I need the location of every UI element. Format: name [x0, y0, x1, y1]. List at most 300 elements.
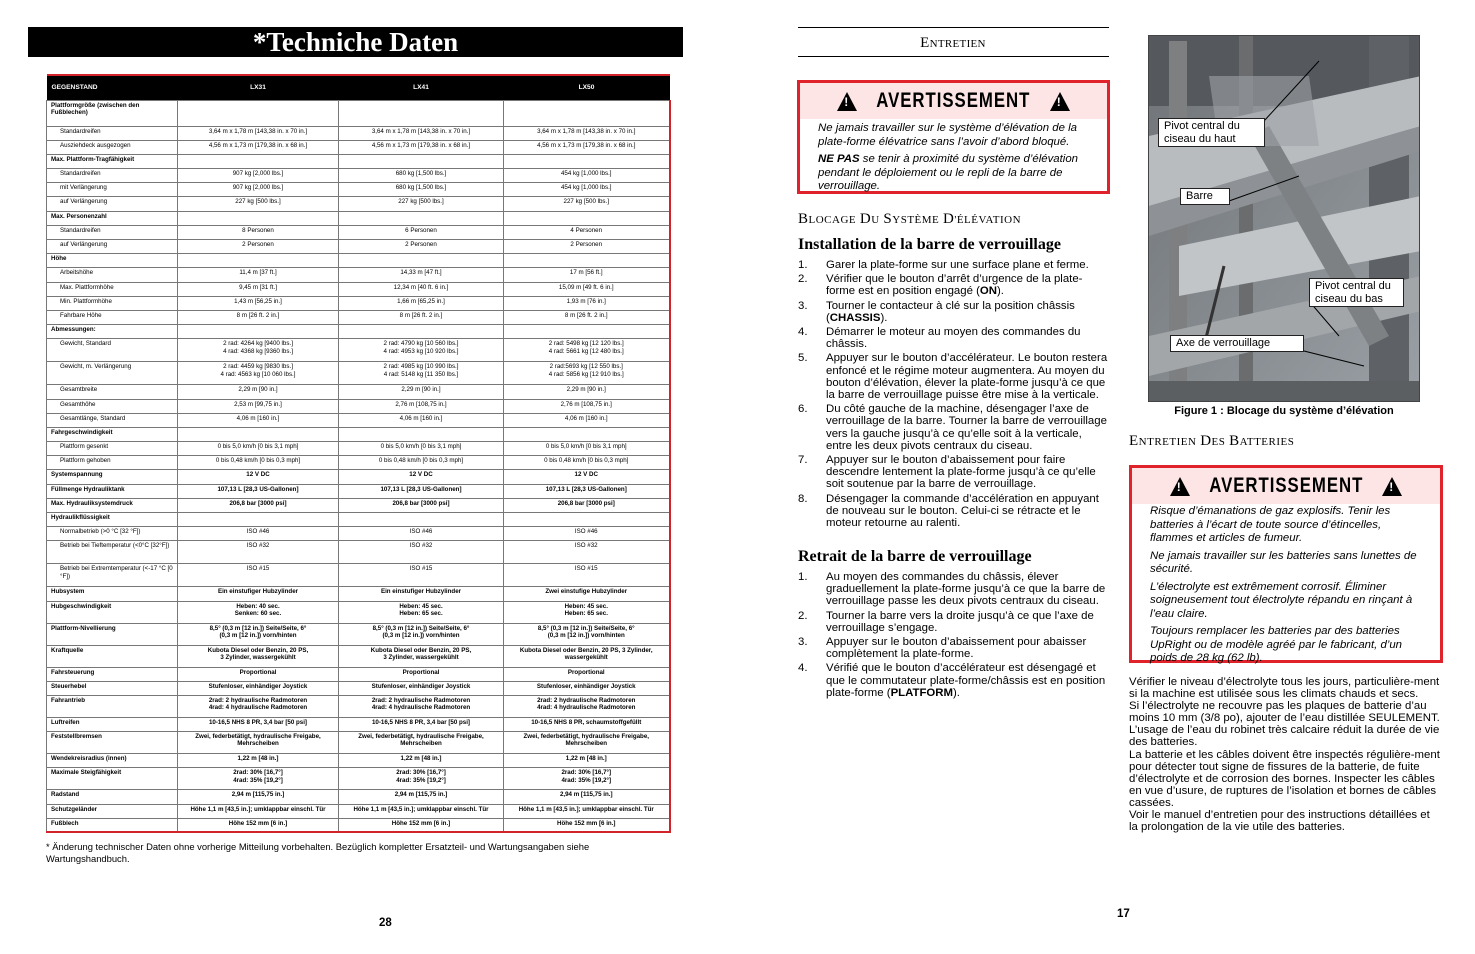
spec-row	[47, 527, 670, 541]
warning-label: AVERTISSEMENT	[876, 89, 1031, 112]
spec-row	[47, 310, 670, 324]
spec-cell: ISO #46	[178, 527, 339, 541]
spec-cell	[178, 325, 339, 339]
spec-cell: 8,5° (0,3 m [12 in.]) Seite/Seite, 6° (0,3 m [12 in.]) vorn/hinten	[339, 623, 504, 645]
step-item	[798, 454, 1110, 491]
spec-cell	[178, 154, 339, 168]
spec-cell: 4,56 m x 1,73 m [179,38 in. x 68 in.]	[339, 140, 504, 154]
warning-triangle-icon	[1382, 477, 1402, 496]
spec-cell	[504, 100, 670, 126]
spec-cell: 8 m [26 ft. 2 in.]	[178, 310, 339, 324]
spec-cell: 3,64 m x 1,78 m [143,38 in. x 70 in.]	[178, 126, 339, 140]
spec-row-label: Arbeitshöhe	[47, 268, 178, 282]
spec-row	[47, 339, 670, 362]
spec-cell: 2rad: 2 hydraulische Radmotoren 4rad: 4 hydraulische Radmotoren	[339, 695, 504, 717]
spec-row-label: Plattform-Nivellierung	[47, 623, 178, 645]
spec-cell: ISO #15	[339, 564, 504, 587]
spec-row-label: Fahrgeschwindigkeit	[47, 427, 178, 441]
spec-row	[47, 681, 670, 695]
spec-row-label: Fahrsteuerung	[47, 667, 178, 681]
spec-cell: 2rad: 30% [16,7°] 4rad: 35% [19,2°]	[339, 768, 504, 790]
spec-cell: 2,94 m [115,75 in.]	[339, 790, 504, 804]
spec-cell: 206,8 bar [3000 psi]	[504, 498, 670, 512]
step-number: 7.	[798, 454, 808, 467]
body-para: La batterie et les câbles doivent être inspectés régulière-ment pour détecter tout signe de fissures de la batterie, de fuite d’électrolyte et de corrosion des bornes. Inspecter les câbles en vue d’usure, de ruptures de l’isolation et bornes de câbles cassées.	[1129, 748, 1440, 809]
spec-row	[47, 442, 670, 456]
spec-row-label: Fahrbare Höhe	[47, 310, 178, 324]
warning-text	[800, 119, 1107, 204]
callout-upper-pivot: Pivot central du ciseau du haut	[1158, 118, 1265, 147]
spec-cell: Kubota Diesel oder Benzin, 20 PS, 3 Zylinder, wassergekühlt	[504, 645, 670, 667]
spec-cell: 14,33 m [47 ft.]	[339, 268, 504, 282]
spec-cell: 0 bis 0,48 km/h [0 bis 0,3 mph]	[504, 456, 670, 470]
spec-cell: 2 rad: 4459 kg [9830 lbs.] 4 rad: 4563 kg [10 060 lbs.]	[178, 362, 339, 385]
spec-cell: 10-16,5 NHS 8 PR, 3,4 bar [50 psi]	[339, 717, 504, 731]
callout-bar: Barre	[1180, 188, 1230, 205]
spec-cell: 0 bis 0,48 km/h [0 bis 0,3 mph]	[178, 456, 339, 470]
spec-cell: 10-16,5 NHS 8 PR, 3,4 bar [50 psi]	[178, 717, 339, 731]
spec-cell: 2 Personen	[178, 240, 339, 254]
spec-cell: 907 kg [2,000 lbs.]	[178, 183, 339, 197]
spec-row	[47, 197, 670, 211]
spec-cell	[178, 100, 339, 126]
spec-row-label: Gesamthöhe	[47, 399, 178, 413]
spec-cell: 4,56 m x 1,73 m [179,38 in. x 68 in.]	[178, 140, 339, 154]
spec-row-label: Steuerhebel	[47, 681, 178, 695]
spec-row	[47, 183, 670, 197]
batteries-heading	[1129, 433, 1294, 450]
warning-para: Ne jamais travailler sur les batteries sans lunettes de sécurité.	[1150, 549, 1417, 575]
spec-cell: Ein einstufiger Hubzylinder	[178, 587, 339, 601]
spec-cell: Stufenloser, einhändiger Joystick	[504, 681, 670, 695]
spec-cell: 12 V DC	[339, 470, 504, 484]
callout-lock-pin: Axe de verrouillage	[1170, 335, 1304, 352]
spec-cell: 1,66 m [65,25 in.]	[339, 296, 504, 310]
step-number: 2.	[798, 609, 808, 622]
spec-cell: 10-16,5 NHS 8 PR, schaumstoffgefüllt	[504, 717, 670, 731]
spec-cell: 2rad: 30% [16,7°] 4rad: 35% [19,2°]	[504, 768, 670, 790]
spec-cell: Höhe 152 mm [6 in.]	[339, 818, 504, 832]
spec-cell: Zwei, federbetätigt, hydraulische Freigabe, Mehrscheiben	[339, 732, 504, 754]
spec-cell: ISO #46	[504, 527, 670, 541]
spec-cell: Heben: 45 sec. Heben: 65 sec.	[339, 601, 504, 623]
step-number: 5.	[798, 352, 808, 365]
spec-cell: 4,06 m [160 in.]	[504, 413, 670, 427]
spec-row-label: Abmessungen:	[47, 325, 178, 339]
battery-body-text	[1129, 676, 1441, 833]
spec-cell: 2,94 m [115,75 in.]	[504, 790, 670, 804]
col-header-item: GEGENSTAND	[47, 75, 178, 100]
spec-cell: Kubota Diesel oder Benzin, 20 PS, 3 Zylinder, wassergekühlt	[178, 645, 339, 667]
spec-row-label: Gewicht, Standard	[47, 339, 178, 362]
step-text: Démarrer le moteur au moyen des commandes du châssis.	[826, 326, 1081, 351]
spec-row-label: Standardreifen	[47, 126, 178, 140]
step-text: Désengager la commande d’accélération en appuyant de nouveau sur le bouton. Celui-ci se rétracte et le moteur retourne au ralenti.	[826, 492, 1099, 530]
spec-row	[47, 564, 670, 587]
spec-cell: 2 rad: 4790 kg [10 560 lbs.] 4 rad: 4953 kg [10 920 lbs.]	[339, 339, 504, 362]
warning-bold: NE PAS	[818, 153, 860, 165]
spec-row	[47, 768, 670, 790]
spec-row-label: Max. Hydrauliksystemdruck	[47, 498, 178, 512]
spec-row	[47, 804, 670, 818]
spec-cell: 0 bis 0,48 km/h [0 bis 0,3 mph]	[339, 456, 504, 470]
warning-rest: se tenir à proximité du système d’élévation pendant le déploiement ou le repli de la barre de verrouillage.	[818, 153, 1079, 192]
spec-cell	[178, 211, 339, 225]
spec-cell: 227 kg [500 lbs.]	[339, 197, 504, 211]
step-number: 3.	[798, 299, 808, 312]
spec-cell: 680 kg [1,500 lbs.]	[339, 169, 504, 183]
spec-cell: 2,53 m [99,75 in.]	[178, 399, 339, 413]
page-number-left: 28	[379, 917, 392, 929]
spec-cell: 9,45 m [31 ft.]	[178, 282, 339, 296]
retrait-heading: Retrait de la barre de verrouillage	[798, 548, 1032, 565]
spec-cell	[339, 100, 504, 126]
spec-cell: 8 m [26 ft. 2 in.]	[339, 310, 504, 324]
spec-cell: 8 Personen	[178, 225, 339, 239]
spec-cell: 454 kg [1,000 lbs.]	[504, 169, 670, 183]
spec-cell: 2rad: 30% [16,7°] 4rad: 35% [19,2°]	[178, 768, 339, 790]
smallcaps-text: BLOCAGE DU SYSTÈME D'ÉLÉVATION	[798, 211, 1022, 227]
spec-cell: Zwei, federbetätigt, hydraulische Freigabe, Mehrscheiben	[504, 732, 670, 754]
body-para: Voir le manuel d’entretien pour des instructions détaillées et la prolongation de la vie utile des batteries.	[1129, 809, 1430, 834]
warning-para	[818, 153, 1091, 194]
spec-title-bar	[28, 27, 683, 57]
spec-cell: Heben: 40 sec. Senken: 60 sec.	[178, 601, 339, 623]
spec-row-label: Maximale Steigfähigkeit	[47, 768, 178, 790]
spec-cell: 8,5° (0,3 m [12 in.]) Seite/Seite, 6° (0,3 m [12 in.]) vorn/hinten	[504, 623, 670, 645]
spec-cell: 2,76 m [108,75 in.]	[504, 399, 670, 413]
step-number: 4.	[798, 662, 808, 675]
spec-row-label: Betrieb bei Extremtemperatur (<-17 °C [0 °F])	[47, 564, 178, 587]
spec-cell: Stufenloser, einhändiger Joystick	[339, 681, 504, 695]
spec-cell: Proportional	[339, 667, 504, 681]
warning-para: L’électrolyte est extrêmement corrosif. Éliminer soigneusement tout électrolyte répandu en rinçant à l’eau claire.	[1150, 580, 1413, 620]
step-item	[798, 259, 1110, 271]
spec-row	[47, 169, 670, 183]
spec-cell: 3,64 m x 1,78 m [143,38 in. x 70 in.]	[339, 126, 504, 140]
spec-cell: 107,13 L [28,3 US-Gallonen]	[339, 484, 504, 498]
callout-lower-pivot: Pivot central du ciseau du bas	[1309, 278, 1404, 307]
spec-cell: Höhe 1,1 m [43,5 in.]; umklappbar einschl. Tür	[178, 804, 339, 818]
spec-cell: ISO #15	[178, 564, 339, 587]
step-text: Tourner le contacteur à clé sur la position châssis (CHASSIS).	[826, 299, 1075, 324]
spec-cell: 2 rad: 5498 kg [12 120 lbs.] 4 rad: 5661 kg [12 480 lbs.]	[504, 339, 670, 362]
col-header-lx50: LX50	[504, 75, 670, 100]
spec-cell	[339, 211, 504, 225]
spec-cell: 4,06 m [160 in.]	[339, 413, 504, 427]
spec-cell	[504, 154, 670, 168]
spec-row	[47, 645, 670, 667]
spec-table-wrap	[46, 74, 669, 833]
spec-cell	[504, 254, 670, 268]
spec-cell: 2rad: 2 hydraulische Radmotoren 4rad: 4 hydraulische Radmotoren	[178, 695, 339, 717]
spec-row	[47, 732, 670, 754]
spec-cell: 907 kg [2,000 lbs.]	[178, 169, 339, 183]
spec-row-label: Kraftquelle	[47, 645, 178, 667]
spec-row	[47, 100, 670, 126]
step-item	[798, 300, 1110, 324]
page-title: *Techniche Daten	[252, 27, 459, 57]
spec-row-label: Fußblech	[47, 818, 178, 832]
spec-cell: 1,93 m [76 in.]	[504, 296, 670, 310]
spec-cell: Zwei, federbetätigt, hydraulische Freigabe, Mehrscheiben	[178, 732, 339, 754]
spec-cell: 12 V DC	[178, 470, 339, 484]
spec-row	[47, 254, 670, 268]
lift-photo	[1148, 35, 1420, 402]
spec-row-label: auf Verlängerung	[47, 240, 178, 254]
step-text: Appuyer sur le bouton d’abaissement pour faire descendre lentement la plate-forme jusqu’à ce qu’elle soit soutenue par la barre de verrouillage.	[826, 454, 1096, 491]
spec-row	[47, 456, 670, 470]
spec-cell: 2 rad: 4264 kg [9400 lbs.] 4 rad: 4368 kg [9360 lbs.]	[178, 339, 339, 362]
spec-row-label: Standardreifen	[47, 225, 178, 239]
step-item	[798, 326, 1110, 350]
step-item	[798, 493, 1110, 530]
spec-cell: Höhe 1,1 m [43,5 in.]; umklappbar einschl. Tür	[504, 804, 670, 818]
spec-cell: Heben: 45 sec. Heben: 65 sec.	[504, 601, 670, 623]
page-number-right: 17	[1117, 908, 1130, 920]
step-item	[798, 571, 1110, 608]
warning-triangle-icon	[837, 92, 857, 111]
spec-row	[47, 513, 670, 527]
spec-cell: 1,22 m [48 in.]	[339, 754, 504, 768]
spec-cell: 0 bis 5,0 km/h [0 bis 3,1 mph]	[178, 442, 339, 456]
spec-cell: ISO #15	[504, 564, 670, 587]
spec-row-label: Standardreifen	[47, 169, 178, 183]
warning-para: Ne jamais travailler sur le système d’élévation de la plate-forme élévatrice sans l’avoir d’abord bloqué.	[818, 122, 1077, 148]
spec-cell	[339, 154, 504, 168]
spec-cell: ISO #32	[504, 541, 670, 564]
spec-row	[47, 484, 670, 498]
spec-cell: Höhe 152 mm [6 in.]	[504, 818, 670, 832]
spec-row-label: Radstand	[47, 790, 178, 804]
spec-row	[47, 541, 670, 564]
spec-row	[47, 695, 670, 717]
figure-caption: Figure 1 : Blocage du système d’élévation	[1174, 405, 1394, 417]
spec-cell: 8,5° (0,3 m [12 in.]) Seite/Seite, 6° (0,3 m [12 in.]) vorn/hinten	[178, 623, 339, 645]
spec-row	[47, 498, 670, 512]
spec-row	[47, 717, 670, 731]
warning-para: Risque d’émanations de gaz explosifs. Tenir les batteries à l’écart de toute source d’étincelles, flammes et articles de fumeur.	[1150, 505, 1391, 544]
spec-cell: 4,56 m x 1,73 m [179,38 in. x 68 in.]	[504, 140, 670, 154]
step-number: 3.	[798, 636, 808, 649]
spec-row-label: Systemspannung	[47, 470, 178, 484]
spec-cell: 206,8 bar [3000 psi]	[339, 498, 504, 512]
spec-cell: 12 V DC	[504, 470, 670, 484]
step-number: 4.	[798, 326, 808, 339]
step-text: Garer la plate-forme sur une surface plane et ferme.	[826, 259, 1089, 271]
spec-cell: 227 kg [500 lbs.]	[178, 197, 339, 211]
col-header-lx41: LX41	[339, 75, 504, 100]
spec-row	[47, 427, 670, 441]
spec-cell: 680 kg [1,500 lbs.]	[339, 183, 504, 197]
spec-cell: 2,76 m [108,75 in.]	[339, 399, 504, 413]
spec-row	[47, 362, 670, 385]
spec-row-label: Wendekreisradius (innen)	[47, 754, 178, 768]
spec-cell: 0 bis 5,0 km/h [0 bis 3,1 mph]	[339, 442, 504, 456]
step-number: 2.	[798, 273, 808, 286]
spec-cell	[339, 427, 504, 441]
warning-banner	[1132, 468, 1440, 504]
spec-row-label: Hubgeschwindigkeit	[47, 601, 178, 623]
spec-cell: 1,22 m [48 in.]	[178, 754, 339, 768]
spec-row-label: mit Verlängerung	[47, 183, 178, 197]
section-title-entretien	[798, 35, 1108, 52]
spec-cell: 2,29 m [90 in.]	[178, 385, 339, 399]
spec-cell: Proportional	[504, 667, 670, 681]
smallcaps-text: ENTRETIEN DES BATTERIES	[1129, 433, 1295, 449]
spec-row-label: Gesamtbreite	[47, 385, 178, 399]
spec-cell	[339, 513, 504, 527]
spec-cell: 206,8 bar [3000 psi]	[178, 498, 339, 512]
spec-cell: 4 Personen	[504, 225, 670, 239]
spec-row	[47, 601, 670, 623]
spec-cell: 454 kg [1,000 lbs.]	[504, 183, 670, 197]
step-text: Tourner la barre vers la droite jusqu’à ce que l’axe de verrouillage s’engage.	[826, 609, 1094, 634]
col-header-lx31: LX31	[178, 75, 339, 100]
spec-row-label: Luftreifen	[47, 717, 178, 731]
spec-cell	[178, 254, 339, 268]
spec-row	[47, 240, 670, 254]
install-heading: Installation de la barre de verrouillage	[798, 236, 1061, 253]
step-number: 8.	[798, 492, 808, 505]
spec-cell: Ein einstufiger Hubzylinder	[339, 587, 504, 601]
spec-row-label: Feststellbremsen	[47, 732, 178, 754]
spec-cell	[178, 427, 339, 441]
step-item	[798, 403, 1110, 452]
smallcaps-text: ENTRETIEN	[920, 35, 986, 51]
spec-row	[47, 225, 670, 239]
step-item	[798, 662, 1110, 699]
spec-row	[47, 385, 670, 399]
spec-row	[47, 140, 670, 154]
spec-cell	[178, 513, 339, 527]
spec-footnote: * Änderung technischer Daten ohne vorherige Mitteilung vorbehalten. Bezüglich kompletter Ersatzteil- und Wartungsangaben siehe Wartungshandbuch.	[46, 841, 590, 864]
spec-cell: Kubota Diesel oder Benzin, 20 PS, 3 Zylinder, wassergekühlt	[339, 645, 504, 667]
install-steps-list	[798, 259, 1110, 531]
step-text: Du côté gauche de la machine, désengager l’axe de verrouillage de la barre. Tourner la barre de verrouillage vers la gauche jusqu’à ce qu’elle soit à la verticale, entre les deux pivots centraux du ciseau.	[826, 403, 1107, 452]
spec-row	[47, 667, 670, 681]
step-text: Au moyen des commandes du châssis, élever graduellement la plate-forme jusqu’à ce que la barre de verrouillage passe les deux pivots centraux du ciseau.	[826, 571, 1106, 608]
spec-row	[47, 325, 670, 339]
spec-row	[47, 623, 670, 645]
step-text: Appuyer sur le bouton d’accélérateur. Le bouton restera enfoncé et le régime moteur augmentera. Au moyen du bouton d’élévation, élever la plate-forme jusqu’à ce que la barre de verrouillage puisse être mise à la verticale.	[826, 352, 1108, 402]
spec-cell: Höhe 152 mm [6 in.]	[178, 818, 339, 832]
step-number: 1.	[798, 571, 808, 583]
spec-row-label: Min. Plattformhöhe	[47, 296, 178, 310]
spec-cell: Zwei einstufige Hubzylinder	[504, 587, 670, 601]
spec-row-label: Max. Plattformhöhe	[47, 282, 178, 296]
spec-row	[47, 268, 670, 282]
spec-cell: 2 rad: 4985 kg [10 990 lbs.] 4 rad: 5148 kg [11 350 lbs.]	[339, 362, 504, 385]
spec-row	[47, 790, 670, 804]
step-text: Appuyer sur le bouton d’abaissement pour abaisser complètement la plate-forme.	[826, 636, 1087, 661]
spec-cell: 8 m [26 ft. 2 in.]	[504, 310, 670, 324]
spec-header-row	[47, 75, 670, 100]
spec-row-label: Hubsystem	[47, 587, 178, 601]
spec-cell: 11,4 m [37 ft.]	[178, 268, 339, 282]
spec-row	[47, 818, 670, 832]
step-item	[798, 352, 1110, 401]
spec-cell: 107,13 L [28,3 US-Gallonen]	[178, 484, 339, 498]
spec-cell: 3,64 m x 1,78 m [143,38 in. x 70 in.]	[504, 126, 670, 140]
spec-cell	[504, 211, 670, 225]
step-text: Vérifié que le bouton d’accélérateur est désengagé et que le commutateur plate-forme/châssis est en position plate-forme (PLATFORM).	[826, 662, 1106, 699]
spec-row	[47, 399, 670, 413]
spec-cell: 12,34 m [40 ft. 6 in.]	[339, 282, 504, 296]
spec-cell: 0 bis 5,0 km/h [0 bis 3,1 mph]	[504, 442, 670, 456]
spec-cell: 15,09 m [49 ft. 6 in.]	[504, 282, 670, 296]
spec-row	[47, 282, 670, 296]
spec-cell: 2 Personen	[504, 240, 670, 254]
spec-row-label: Schutzgeländer	[47, 804, 178, 818]
warning-box-lift	[797, 80, 1110, 194]
spec-row-label: auf Verlängerung	[47, 197, 178, 211]
spec-row-label: Plattform gehoben	[47, 456, 178, 470]
spec-row-label: Gesamtlänge, Standard	[47, 413, 178, 427]
spec-row-label: Max. Plattform-Tragfähigkeit	[47, 154, 178, 168]
spec-cell: 6 Personen	[339, 225, 504, 239]
spec-cell: 17 m [56 ft.]	[504, 268, 670, 282]
step-item	[798, 636, 1110, 660]
step-text: Vérifier que le bouton d’arrêt d’urgence de la plate-forme est en position engagé (ON).	[826, 273, 1083, 298]
body-para: Vérifier le niveau d’électrolyte tous les jours, particulière-ment si la machine est utilisée sous les climats chauds et secs.	[1129, 676, 1440, 701]
spec-row-label: Fahrantrieb	[47, 695, 178, 717]
spec-cell: 227 kg [500 lbs.]	[504, 197, 670, 211]
spec-row	[47, 296, 670, 310]
spec-cell: 2 Personen	[339, 240, 504, 254]
spec-row-label: Füllmenge Hydrauliktank	[47, 484, 178, 498]
spec-body	[47, 100, 670, 832]
spec-cell: ISO #32	[178, 541, 339, 564]
spec-row-label: Plattform gesenkt	[47, 442, 178, 456]
step-number: 6.	[798, 403, 808, 416]
spec-cell: 2 rad:5693 kg [12 550 lbs.] 4 rad: 5856 kg [12 910 lbs.]	[504, 362, 670, 385]
warning-banner	[800, 83, 1107, 119]
spec-row-label: Gewicht, m. Verlängerung	[47, 362, 178, 385]
spec-cell: 1,43 m [56,25 in.]	[178, 296, 339, 310]
spec-row-label: Betrieb bei Tieftemperatur (<0°C [32°F])	[47, 541, 178, 564]
step-item	[798, 273, 1110, 297]
spec-cell	[339, 325, 504, 339]
retrait-steps-list	[798, 571, 1110, 701]
spec-row-label: Höhe	[47, 254, 178, 268]
spec-cell: ISO #32	[339, 541, 504, 564]
spec-cell: 1,22 m [48 in.]	[504, 754, 670, 768]
spec-row	[47, 754, 670, 768]
spec-row	[47, 211, 670, 225]
warning-box-batteries	[1129, 465, 1443, 663]
spec-row-label: Hydraulikflüssigkeit	[47, 513, 178, 527]
warning-triangle-icon	[1170, 477, 1190, 496]
body-para: Si l’électrolyte ne recouvre pas les plaques de batterie d’au moins 10 mm (3/8 po), ajouter de l’eau distillée SEULEMENT. L’usage de l’eau du robinet très calcaire réduit la durée de vie des batteries.	[1129, 700, 1440, 749]
spec-cell: Proportional	[178, 667, 339, 681]
spec-row	[47, 154, 670, 168]
step-number: 1.	[798, 259, 808, 271]
spec-row-label: Max. Personenzahl	[47, 211, 178, 225]
spec-cell: 2,29 m [90 in.]	[339, 385, 504, 399]
spec-cell: 2rad: 2 hydraulische Radmotoren 4rad: 4 hydraulische Radmotoren	[504, 695, 670, 717]
spec-row	[47, 587, 670, 601]
spec-row	[47, 470, 670, 484]
spec-cell: 2,29 m [90 in.]	[504, 385, 670, 399]
top-rule	[798, 27, 1109, 28]
spec-cell: Stufenloser, einhändiger Joystick	[178, 681, 339, 695]
warning-para: Toujours remplacer les batteries par des batteries UpRight ou de modèle agréé par le fabricant, d’un poids de 28 kg (62 lb).	[1150, 625, 1403, 664]
spec-row	[47, 413, 670, 427]
spec-cell: 2,94 m [115,75 in.]	[178, 790, 339, 804]
spec-cell: 4,06 m [160 in.]	[178, 413, 339, 427]
spec-cell: ISO #46	[339, 527, 504, 541]
